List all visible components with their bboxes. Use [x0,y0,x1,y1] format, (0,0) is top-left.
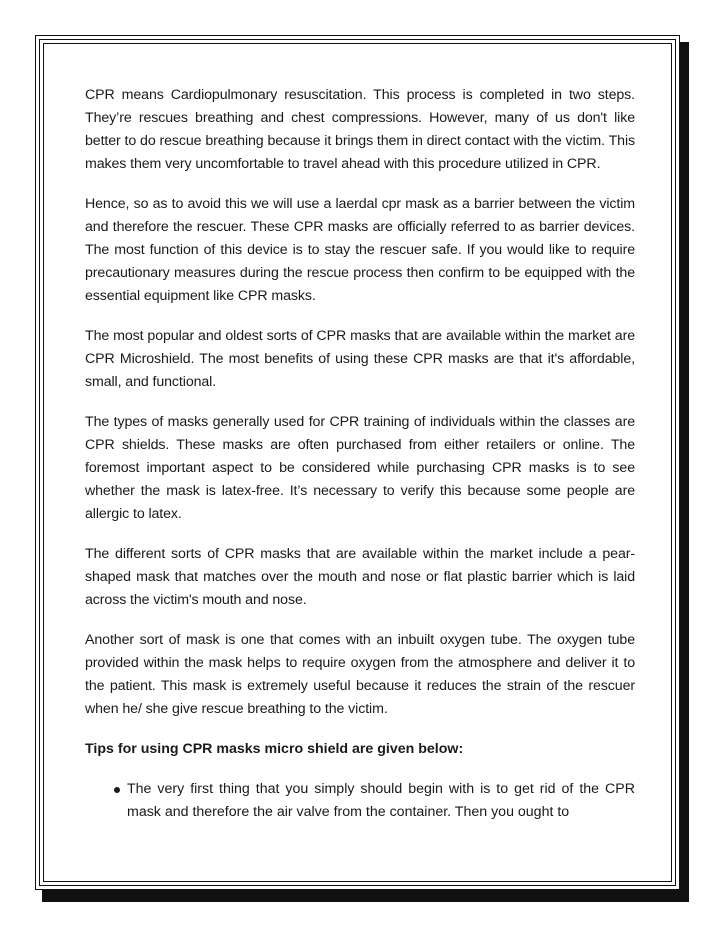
document-body [85,84,635,824]
tips-list [85,778,635,824]
page-border-shadow-right [680,42,689,902]
paragraph-mask-shapes: The different sorts of CPR masks that are available within the market include a pear-shaped mask that matches over the mouth and nose or flat plastic barrier which is laid across the victim's mouth and nose. [85,546,635,608]
paragraph-cpr-definition: CPR means Cardiopulmonary resuscitation. This process is completed in two steps. They’re rescues breathing and chest compressions. However, many of us don't like better to do rescue breathing because it brings them in direct contact with the victim. This makes them very uncomfortable to travel ahead with this procedure utilized in CPR. [85,87,635,172]
tips-list-item [85,778,635,824]
tips-list-item-text: The very first thing that you simply should begin with is to get rid of the CPR mask and therefore the air valve from the container. Then you ought to [127,781,635,820]
bullet-icon [114,787,120,793]
paragraph-barrier-devices: Hence, so as to avoid this we will use a laerdal cpr mask as a barrier between the victim and therefore the rescuer. These CPR masks are officially referred to as barrier devices. The most function of this device is to stay the rescuer safe. If you would like to require precautionary measures during the rescue process then confirm to be equipped with the essential equipment like CPR masks. [85,196,635,304]
paragraph-microshield: The most popular and oldest sorts of CPR masks that are available within the market are CPR Microshield. The most benefits of using these CPR masks are that it's affordable, small, and functional. [85,328,635,390]
paragraph-mask-types-training: The types of masks generally used for CPR training of individuals within the classes are CPR shields. These masks are often purchased from either retailers or online. The foremost important aspect to be considered while purchasing CPR masks is to see whether the mask is latex-free. It’s necessary to verify this because some people are allergic to latex. [85,414,635,522]
page-border-shadow-bottom [42,890,689,902]
tips-heading: Tips for using CPR masks micro shield are given below: [85,741,464,757]
paragraph-oxygen-tube-mask: Another sort of mask is one that comes with an inbuilt oxygen tube. The oxygen tube provided within the mask helps to require oxygen from the atmosphere and deliver it to the patient. This mask is extremely useful because it reduces the strain of the rescuer when he/ she give rescue breathing to the victim. [85,632,635,717]
